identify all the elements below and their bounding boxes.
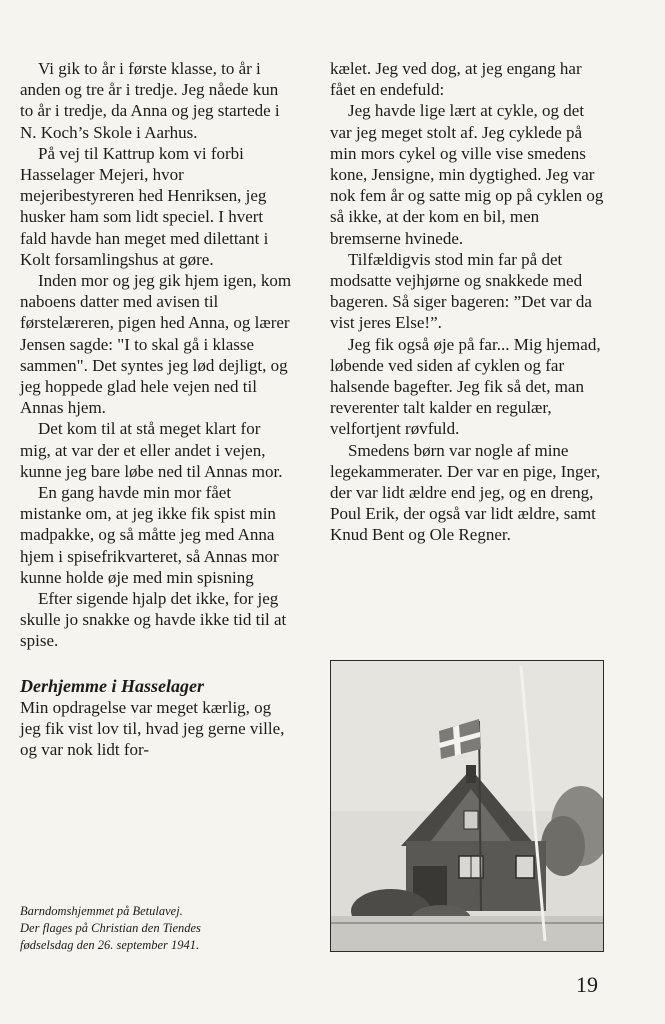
left-column (20, 58, 292, 761)
paragraph: Vi gik to år i første klasse, to år i anden og tre år i tredje. Jeg nåede kun to år i tredje, da Anna og jeg startede i N. Koch’s Skole i Aarhus. (20, 59, 280, 142)
paragraph: Tilfældigvis stod min far på det modsatte vejhjørne og snakkede med bageren. Så siger bageren: ”Det var da vist jeres Else!”. (330, 249, 592, 333)
paragraph: En gang havde min mor fået mistanke om, at jeg ikke fik spist min madpakke, og så måtte jeg med Anna hjem i spisefrikvarteret, så Annas mor kunne holde øje med min spisning (20, 483, 279, 587)
right-column (330, 58, 605, 546)
section-heading: Derhjemme i Hasselager (20, 675, 204, 696)
caption-line: Der flages på Christian den Tiendes (20, 921, 201, 935)
page-number: 19 (576, 972, 598, 997)
paragraph: Jeg havde lige lært at cykle, og det var jeg meget stolt af. Jeg cyklede på min mors cykel og ville vise smedens kone, Jensigne, min dygtighed. Jeg var nok fem år og satte mig op på cyklen og så ikke, at der kom en bil, men bremserne hvinede. (330, 101, 604, 248)
paragraph: kælet. Jeg ved dog, at jeg engang har fået en endefuld: (330, 59, 582, 100)
paragraph: Jeg fik også øje på far... Mig hjemad, løbende ved siden af cyklen og far halsende bagefter. Jeg fik så det, man reverenter talt kalder en regulær, velfortjent røvfuld. (330, 334, 601, 439)
caption-line: fødselsdag den 26. september 1941. (20, 938, 200, 952)
house-photo-illustration (331, 661, 603, 951)
paragraph: Inden mor og jeg gik hjem igen, kom naboens datter med avisen til førstelæreren, pigen hed Anna, og lærer Jensen sagde: "I to skal gå i klasse sammen". Det syntes jeg lød dejligt, og jeg hoppede glad hele vejen ned til Annas hjem. (20, 271, 292, 418)
paragraph: Min opdragelse var meget kærlig, og jeg fik vist lov til, hvad jeg gerne ville, og var nok lidt for- (20, 697, 285, 760)
paragraph: Efter sigende hjalp det ikke, for jeg skulle jo snakke og havde ikke tid til at spise. (20, 589, 287, 651)
house-photo (330, 660, 604, 952)
paragraph: På vej til Kattrup kom vi forbi Hasselager Mejeri, hvor mejeribestyreren hed Henriksen, jeg husker ham som lidt speciel. I hvert fald havde han meget med dilettant i Kolt forsamlingshus at gøre. (20, 143, 269, 269)
caption-line: Barndomshjemmet på Betulavej. (20, 904, 183, 918)
paragraph: Det kom til at stå meget klart for mig, at var der et eller andet i vejen, kunne jeg bare løbe ned til Annas mor. (20, 419, 283, 481)
paragraph: Smedens børn var nogle af mine legekammerater. Der var en pige, Inger, der var lidt ældre end jeg, og en dreng, Poul Erik, der også var lidt ældre, samt Knud Bent og Ole Regner. (330, 440, 601, 545)
photo-caption (20, 903, 300, 954)
